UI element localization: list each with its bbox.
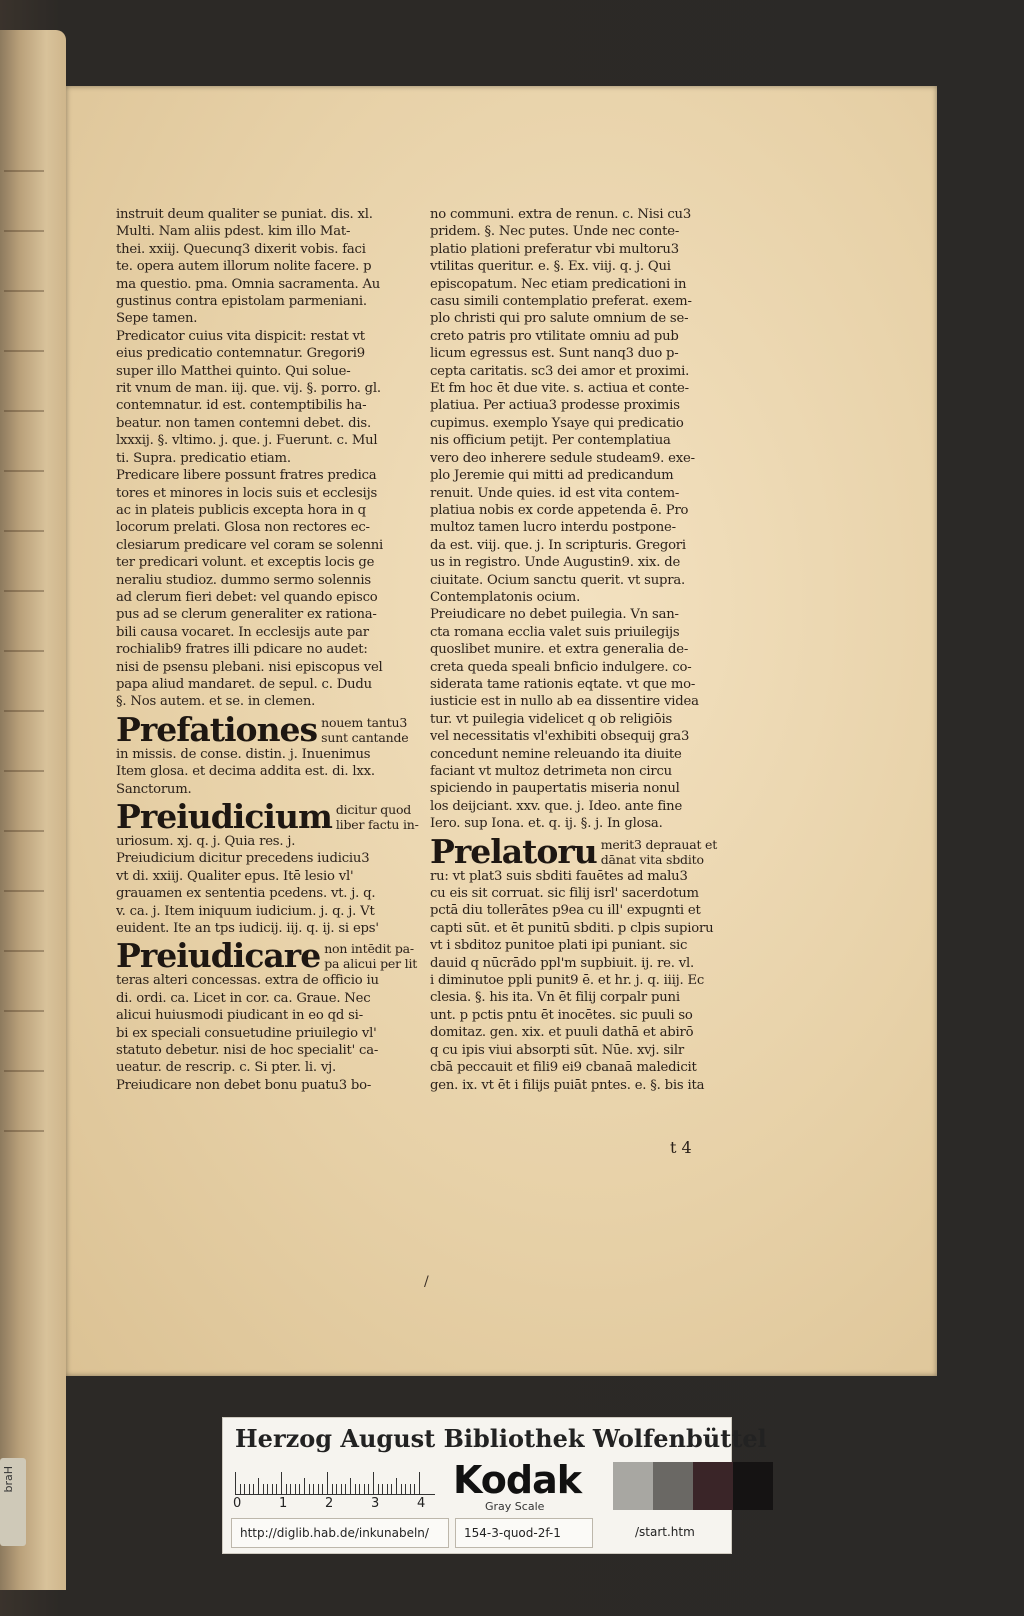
text-line: ma questio. pma. Omnia sacramenta. Au: [116, 276, 381, 292]
text-line: ac in plateis publicis excepta hora in q: [116, 502, 366, 518]
ruler-tick: [364, 1484, 365, 1494]
right-paragraph-block-2: [430, 868, 730, 1094]
text-line: quoslibet munire. et extra generalia de-: [430, 642, 689, 658]
ruler-tick: [299, 1484, 300, 1494]
facing-page-text-trace: [4, 170, 44, 172]
ruler-tick: [414, 1484, 415, 1494]
text-line: vt i sbditoz punitoe plati ipi puniant. sic: [430, 938, 688, 954]
text-line: pctā diu tollerātes p9ea cu ill' expugnti et: [430, 903, 701, 919]
library-target-card: [222, 1417, 767, 1554]
text-line: ueatur. de rescrip. c. Si pter. li. vj.: [116, 1060, 336, 1076]
ruler-tick: [359, 1484, 360, 1494]
ruler-tick: [276, 1484, 277, 1494]
ruler-tick: [295, 1484, 296, 1494]
facing-page-text-trace: [4, 650, 44, 652]
text-line: nisi de psensu plebani. nisi episcopus vel: [116, 659, 383, 675]
text-line: Multi. Nam aliis pdest. kim illo Mat-: [116, 224, 351, 240]
text-line: Et fm hoc ēt due vite. s. actiua et conte-: [430, 381, 689, 397]
ruler-tick: [240, 1484, 241, 1494]
text-line: contemnatur. id est. contemptibilis ha-: [116, 398, 367, 414]
text-line: Predicare libere possunt fratres predica: [116, 468, 377, 484]
ruler-tick: [249, 1484, 250, 1494]
gloss-line: pa alicui per lit: [324, 956, 418, 972]
text-line: no communi. extra de renun. c. Nisi cu3: [430, 207, 692, 222]
ruler-tick: [345, 1484, 346, 1494]
ruler-tick: [350, 1478, 351, 1494]
digital-library-url: http://diglib.hab.de/inkunabeln/: [231, 1518, 449, 1548]
ruler-tick: [244, 1484, 245, 1494]
ruler-tick: [327, 1472, 328, 1494]
lemma-heading-preiudicium: [116, 797, 419, 836]
text-line: vel necessitatis vl'exhibiti obsequij gra3: [430, 729, 690, 745]
shelf-tag-text: braH: [2, 1466, 15, 1493]
ruler-tick: [382, 1484, 383, 1494]
gray-scale-label: Gray Scale: [485, 1500, 545, 1513]
gloss-line: merit3 deprauat et: [600, 836, 718, 852]
text-line: cepta caritatis. sc3 dei amor et proximi.: [430, 363, 690, 379]
ruler-tick: [253, 1484, 254, 1494]
lemma-heading-word: Prelatoru: [430, 831, 597, 871]
swatch-black: [733, 1462, 773, 1510]
start-page-label: /start.htm: [635, 1525, 695, 1539]
text-line: renuit. Unde quies. id est vita contem-: [430, 485, 680, 501]
lemma-heading-gloss: [324, 941, 417, 971]
ruler-tick: [419, 1472, 420, 1494]
facing-page-text-trace: [4, 830, 44, 832]
left-paragraph-block-4: [116, 972, 416, 1094]
text-line: creto patris pro vtilitate omniu ad pub: [430, 328, 679, 344]
text-line: cupimus. exemplo Ysaye qui predicatio: [430, 415, 684, 431]
lemma-heading-gloss: [336, 802, 419, 832]
text-line: eius predicatio contemnatur. Gregori9: [116, 346, 365, 362]
text-line: in missis. de conse. distin. j. Inuenimus: [116, 746, 371, 762]
left-paragraph-block-2: [116, 746, 416, 798]
text-line: cta romana ecclia valet suis priuilegijs: [430, 624, 680, 640]
text-line: nis officium petijt. Per contemplatiua: [430, 433, 671, 449]
gloss-line: sunt cantande: [321, 729, 409, 745]
ruler-tick: [336, 1484, 337, 1494]
text-line: Preiudicare non debet bonu puatu3 bo-: [116, 1077, 372, 1093]
shelfmark-code: 154-3-quod-2f-1: [455, 1518, 593, 1548]
facing-page-text-trace: [4, 590, 44, 592]
text-line: alicui huiusmodi piudicant in eo qd si-: [116, 1008, 363, 1024]
ruler-label: 2: [325, 1496, 334, 1511]
lemma-heading-word: Preiudicium: [116, 797, 332, 836]
text-line: Contemplatonis ocium.: [430, 589, 581, 605]
text-line: ru: vt plat3 suis sbditi fauētes ad malu3: [430, 868, 688, 884]
incunabulum-page: [66, 86, 937, 1376]
facing-page-text-trace: [4, 890, 44, 892]
text-line: super illo Matthei quinto. Qui solue-: [116, 363, 351, 379]
stray-pen-mark: /: [424, 1274, 429, 1290]
text-line: tur. vt puilegia videlicet q ob religiōis: [430, 711, 673, 727]
shelf-tag: [0, 1458, 26, 1546]
text-line: casu simili contemplatio preferat. exem-: [430, 294, 692, 310]
text-line: di. ordi. ca. Licet in cor. ca. Graue. Nec: [116, 990, 371, 1006]
facing-page-text-trace: [4, 290, 44, 292]
facing-page-text-trace: [4, 530, 44, 532]
facing-page-text-trace: [4, 470, 44, 472]
quire-signature: t 4: [670, 1138, 692, 1157]
text-line: Predicator cuius vita dispicit: restat vt: [116, 328, 365, 344]
text-line: locorum prelati. Glosa non rectores ec-: [116, 520, 370, 536]
lemma-heading-gloss: [601, 837, 717, 867]
text-line: platiua nobis ex corde appetenda ē. Pro: [430, 502, 689, 518]
ruler-tick: [378, 1484, 379, 1494]
left-paragraph-block-1: [116, 206, 416, 711]
ruler-labels: [233, 1496, 443, 1512]
right-paragraph-block-1: [430, 206, 730, 833]
ruler-tick: [341, 1484, 342, 1494]
gloss-line: dānat vita sbdito: [600, 851, 704, 867]
ruler-tick: [258, 1478, 259, 1494]
ruler-label: 4: [417, 1496, 426, 1511]
left-text-column: [116, 206, 419, 1094]
text-line: plo Jeremie qui mitti ad predicandum: [430, 468, 674, 484]
ruler-label: 3: [371, 1496, 380, 1511]
ruler-tick: [373, 1472, 374, 1494]
gloss-line: liber factu in-: [335, 817, 419, 832]
facing-page-text-trace: [4, 230, 44, 232]
ruler-tick: [391, 1484, 392, 1494]
text-line: uriosum. xj. q. j. Quia res. j.: [116, 834, 296, 849]
text-line: Sepe tamen.: [116, 311, 198, 327]
text-line: iusticie est in nullo ab ea dissentire videa: [430, 694, 699, 710]
ruler-tick: [281, 1472, 282, 1494]
ruler-tick: [235, 1472, 236, 1494]
facing-page-text-trace: [4, 950, 44, 952]
ruler-tick: [263, 1484, 264, 1494]
text-line: platiua. Per actiua3 prodesse proximis: [430, 398, 680, 414]
text-line: te. opera autem illorum nolite facere. p: [116, 259, 372, 275]
text-line: bi ex speciali consuetudine priuilegio vl': [116, 1025, 377, 1041]
ruler-tick: [272, 1484, 273, 1494]
text-line: §. Nos autem. et se. in clemen.: [116, 694, 316, 710]
gloss-line: dicitur quod: [335, 802, 412, 817]
text-line: bili causa vocaret. In ecclesijs aute par: [116, 624, 369, 640]
text-line: papa aliud mandaret. de sepul. c. Dudu: [116, 676, 372, 692]
text-line: vtilitas queritur. e. §. Ex. viij. q. j. Qui: [430, 259, 671, 275]
swatch-light: [613, 1462, 653, 1510]
ruler-label: 1: [279, 1496, 288, 1511]
ruler-tick: [290, 1484, 291, 1494]
text-line: gustinus contra epistolam parmeniani.: [116, 294, 367, 310]
text-line: tores et minores in locis suis et ecclesijs: [116, 485, 378, 501]
facing-page-edge: [0, 30, 66, 1590]
ruler-tick: [410, 1484, 411, 1494]
text-line: faciant vt multoz detrimeta non circu: [430, 764, 672, 779]
text-line: rit vnum de man. iij. que. vij. §. porro. gl.: [116, 381, 381, 397]
lemma-heading-prefationes: [116, 709, 416, 749]
text-line: los deijciant. xxv. que. j. Ideo. ante fine: [430, 798, 683, 814]
text-line: pus ad se clerum generaliter ex rationa-: [116, 607, 377, 623]
text-line: cu eis sit corruat. sic filij isrl' sacerdotum: [430, 886, 699, 902]
text-line: grauamen ex sententia pcedens. vt. j. q.: [116, 886, 376, 902]
text-line: ter predicari volunt. et exceptis locis ge: [116, 555, 375, 571]
gray-scale-swatches: [613, 1462, 773, 1510]
text-line: ad clerum fieri debet: vel quando episco: [116, 589, 378, 605]
text-line: gen. ix. vt ēt i filijs puiāt pntes. e. §. bis ita: [430, 1077, 705, 1093]
facing-page-text-trace: [4, 1010, 44, 1012]
text-line: us in registro. Unde Augustin9. xix. de: [430, 555, 681, 571]
facing-page-text-trace: [4, 1130, 44, 1132]
ruler-label: 0: [233, 1496, 242, 1511]
swatch-mid: [653, 1462, 693, 1510]
ruler-tick: [313, 1484, 314, 1494]
lemma-heading-word: Prefationes: [116, 709, 318, 749]
lemma-heading-preiudicare: [116, 936, 418, 976]
text-line: creta queda speali bnficio indulgere. co-: [430, 659, 692, 675]
text-line: da est. viij. que. j. In scripturis. Gregori: [430, 537, 686, 553]
text-line: plo christi qui pro salute omnium de se-: [430, 311, 689, 327]
ruler-tick: [401, 1484, 402, 1494]
ruler-tick: [387, 1484, 388, 1494]
text-line: teras alteri concessas. extra de officio iu: [116, 973, 379, 989]
text-line: platio plationi preferatur vbi multoru3: [430, 241, 679, 257]
ruler-tick: [368, 1484, 369, 1494]
ruler-tick: [267, 1484, 268, 1494]
text-line: siderata tame rationis eqtate. vt que mo-: [430, 676, 696, 692]
text-line: i diminutoe ppli punit9 ē. et hr. j. q. iiij. Ec: [430, 973, 705, 989]
gloss-line: nouem tantu3: [321, 714, 408, 730]
text-line: concedunt nemine releuando ita diuite: [430, 746, 682, 762]
text-line: cbā peccauit et fili9 ei9 cbanaā maledicit: [430, 1060, 697, 1076]
text-line: lxxxij. §. vltimo. j. que. j. Fuerunt. c. Mul: [116, 433, 378, 449]
ruler-tick: [318, 1484, 319, 1494]
text-line: unt. p pctis pntu ēt inocētes. sic puuli so: [430, 1007, 693, 1023]
lemma-heading-prelatoru: [430, 831, 730, 871]
ruler-tick: [309, 1484, 310, 1494]
text-line: multoz tamen lucro interdu postpone-: [430, 520, 676, 536]
text-line: dauid q nūcrādo ppl'm supbiuit. ij. re. vl.: [430, 955, 695, 971]
ruler-tick: [355, 1484, 356, 1494]
facing-page-text-trace: [4, 410, 44, 412]
text-line: instruit deum qualiter se puniat. dis. xl.: [116, 207, 373, 222]
text-line: Sanctorum.: [116, 781, 192, 797]
gloss-line: non intēdit pa-: [324, 941, 414, 957]
text-line: euident. Ite an tps iudicij. iij. q. ij. si eps': [116, 921, 379, 937]
lemma-heading-gloss: [321, 715, 408, 745]
swatch-dark: [693, 1462, 733, 1510]
right-text-column: [430, 206, 730, 1094]
ruler-tick: [332, 1484, 333, 1494]
ruler-tick: [286, 1484, 287, 1494]
text-line: episcopatum. Nec etiam predicationi in: [430, 276, 687, 292]
text-line: clesia. §. his ita. Vn ēt filij corpalr puni: [430, 990, 680, 1006]
ruler-tick: [396, 1478, 397, 1494]
text-line: q cu ipis viui absorpti sūt. Nūe. xvj. silr: [430, 1042, 685, 1058]
text-line: Preiudicium dicitur precedens iudiciu3: [116, 851, 370, 867]
text-line: rochialib9 fratres illi pdicare no audet:: [116, 642, 368, 658]
ruler-tick: [322, 1484, 323, 1494]
text-line: licum egressus est. Sunt nanq3 duo p-: [430, 346, 679, 362]
text-line: ti. Supra. predicatio etiam.: [116, 450, 291, 466]
text-line: ciuitate. Ocium sanctu querit. vt supra.: [430, 572, 686, 588]
text-line: Item glosa. et decima addita est. di. lxx.: [116, 764, 375, 780]
text-line: capti sūt. et ēt punitū sbditi. p clpis supioru: [430, 920, 714, 936]
text-line: domitaz. gen. xix. et puuli dathā et abirō: [430, 1025, 694, 1041]
facing-page-text-trace: [4, 350, 44, 352]
text-line: v. ca. j. Item iniquum iudicium. j. q. j. Vt: [116, 903, 375, 919]
text-line: thei. xxiij. Quecunq3 dixerit vobis. faci: [116, 241, 366, 257]
kodak-logo: Kodak: [453, 1458, 581, 1502]
text-line: clesiarum predicare vel coram se solenni: [116, 537, 384, 553]
library-name: Herzog August Bibliothek Wolfenbüttel: [235, 1424, 767, 1453]
text-line: vt di. xxiij. Qualiter epus. Itē lesio vl': [116, 868, 354, 884]
text-line: neraliu studioz. dummo sermo solennis: [116, 572, 371, 588]
text-line: beatur. non tamen contemni debet. dis.: [116, 415, 371, 431]
text-line: spiciendo in paupertatis miseria nonul: [430, 781, 680, 797]
text-line: pridem. §. Nec putes. Unde nec conte-: [430, 224, 680, 240]
text-line: vero deo inherere sedule studeam9. exe-: [430, 450, 695, 466]
lemma-heading-word: Preiudicare: [116, 936, 321, 976]
text-line: statuto debetur. nisi de hoc specialit' ca-: [116, 1043, 379, 1059]
text-line: Iero. sup Iona. et. q. ij. §. j. In glosa.: [430, 816, 663, 832]
facing-page-text-trace: [4, 1070, 44, 1072]
left-paragraph-block-3: [116, 833, 416, 937]
facing-page-text-trace: [4, 770, 44, 772]
text-line: Preiudicare no debet puilegia. Vn san-: [430, 607, 679, 623]
ruler-tick: [405, 1484, 406, 1494]
ruler-tick: [304, 1478, 305, 1494]
facing-page-text-trace: [4, 710, 44, 712]
measurement-ruler: [235, 1464, 435, 1495]
